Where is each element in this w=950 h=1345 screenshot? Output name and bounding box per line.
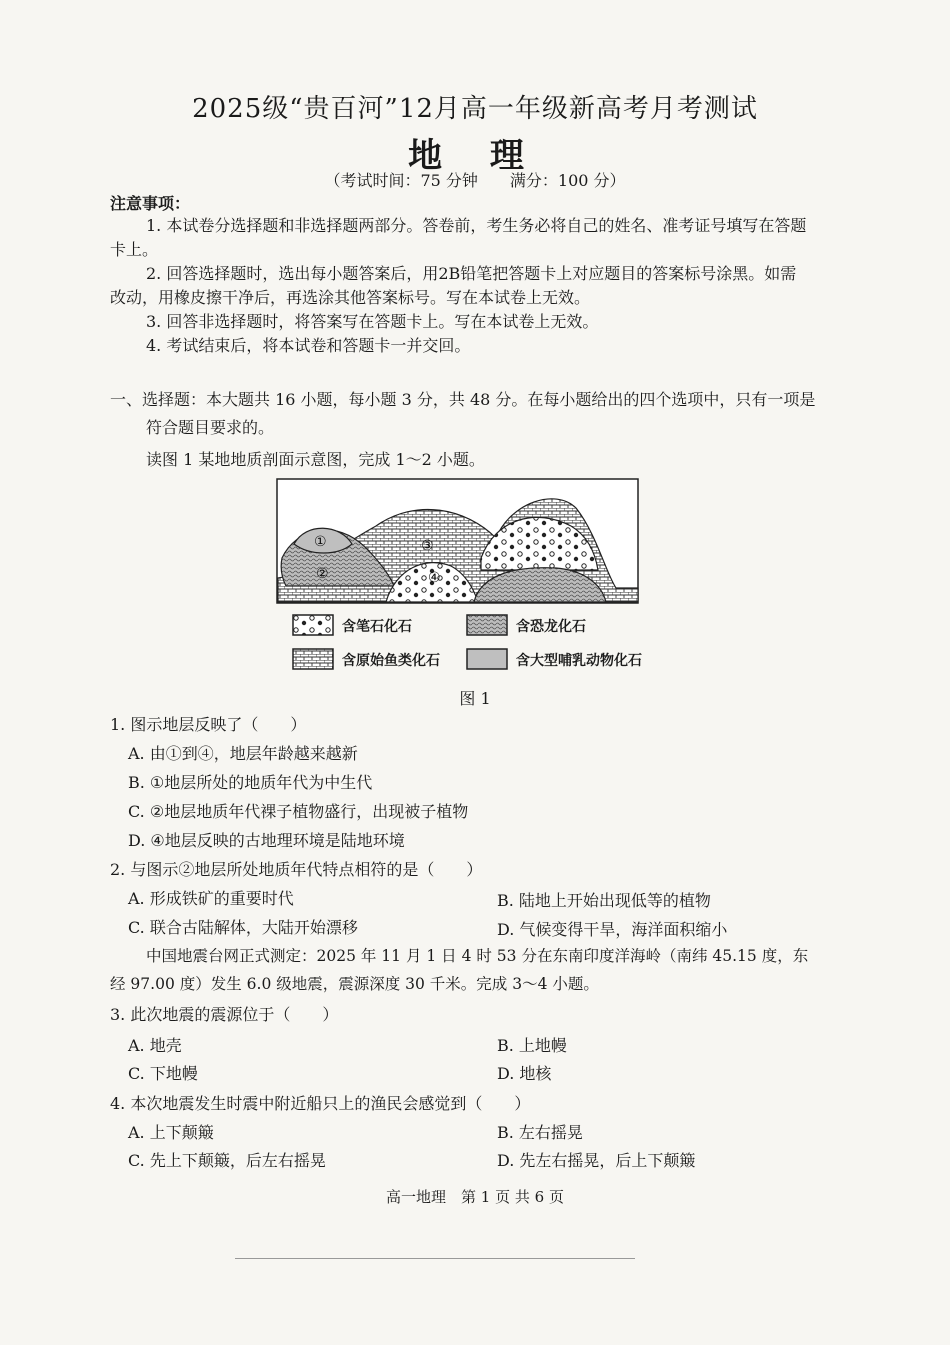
exam-info: （考试时间：75 分钟 满分：100 分） xyxy=(324,171,626,190)
q1-stem: 1. 图示地层反映了（ ） xyxy=(110,715,307,734)
notice-item-2: 2. 回答选择题时，选出每小题答案后，用2B铅笔把答题卡上对应题目的答案标号涂黑。如需 xyxy=(146,264,797,283)
q1-option-d: D. ④地层反映的古地理环境是陆地环境 xyxy=(128,831,405,850)
page-footer: 高一地理 第 1 页 共 6 页 xyxy=(386,1188,564,1206)
label-3: ③ xyxy=(421,538,434,554)
legend-swatch-fish xyxy=(292,648,334,670)
section1-heading-cont: 符合题目要求的。 xyxy=(146,418,275,437)
legend-label-dinosaur: 含恐龙化石 xyxy=(516,619,586,635)
legend-label-graptolite: 含笔石化石 xyxy=(342,619,412,635)
legend-label-fish: 含原始鱼类化石 xyxy=(342,653,440,669)
q3-stem: 3. 此次地震的震源位于（ ） xyxy=(110,1005,339,1024)
figure-legend xyxy=(276,612,656,676)
passage-earthquake-cont: 经 97.00 度）发生 6.0 级地震，震源深度 30 千米。完成 3～4 小题。 xyxy=(110,975,599,993)
notice-item-1: 1. 本试卷分选择题和非选择题两部分。答卷前，考生务必将自己的姓名、准考证号填写在答题 xyxy=(146,216,807,235)
q4-stem: 4. 本次地震发生时震中附近船只上的渔民会感觉到（ ） xyxy=(110,1094,531,1113)
q3-option-c: C. 下地幔 xyxy=(128,1064,198,1083)
geologic-section-figure xyxy=(276,478,642,669)
q1-option-a: A. 由①到④，地层年龄越来越新 xyxy=(128,744,358,763)
q4-option-c: C. 先上下颠簸，后左右摇晃 xyxy=(128,1151,326,1170)
legend-swatch-dinosaur xyxy=(466,614,508,636)
q4-option-b: B. 左右摇晃 xyxy=(497,1123,583,1142)
q2-option-a: A. 形成铁矿的重要时代 xyxy=(128,889,294,908)
q3-option-d: D. 地核 xyxy=(497,1064,552,1083)
footer-divider xyxy=(235,1258,635,1259)
q3-option-b: B. 上地幔 xyxy=(497,1036,567,1055)
notice-item-2-cont: 改动，用橡皮擦干净后，再选涂其他答案标号。写在本试卷上无效。 xyxy=(110,288,591,307)
q2-option-d: D. 气候变得干旱，海洋面积缩小 xyxy=(497,920,728,939)
section1-heading: 一、选择题：本大题共 16 小题，每小题 3 分，共 48 分。在每小题给出的四个选项中，只有一项是 xyxy=(110,390,816,409)
label-1: ① xyxy=(314,534,327,550)
section-diagram xyxy=(276,478,640,606)
figure-intro: 读图 1 某地地质剖面示意图，完成 1～2 小题。 xyxy=(146,450,485,469)
q2-option-c: C. 联合古陆解体，大陆开始漂移 xyxy=(128,918,358,937)
legend-swatch-mammal xyxy=(466,648,508,670)
notice-item-4: 4. 考试结束后，将本试卷和答题卡一并交回。 xyxy=(146,336,471,355)
notice-item-1-cont: 卡上。 xyxy=(110,240,159,259)
passage-earthquake: 中国地震台网正式测定：2025 年 11 月 1 日 4 时 53 分在东南印度洋海岭（南纬 45.15 度，东 xyxy=(146,947,809,965)
q1-option-b: B. ①地层所处的地质年代为中生代 xyxy=(128,773,373,792)
label-2: ② xyxy=(316,566,329,582)
q4-option-d: D. 先左右摇晃，后上下颠簸 xyxy=(497,1151,696,1170)
legend-label-mammal: 含大型哺乳动物化石 xyxy=(516,653,642,669)
label-4: ④ xyxy=(428,570,441,586)
q2-option-b: B. 陆地上开始出现低等的植物 xyxy=(497,891,711,910)
q1-option-c: C. ②地层地质年代裸子植物盛行，出现被子植物 xyxy=(128,802,469,821)
exam-title: 2025级“贵百河”12月高一年级新高考月考测试 xyxy=(192,94,758,124)
figure-caption: 图 1 xyxy=(459,689,491,708)
notice-heading: 注意事项： xyxy=(110,194,191,213)
notice-item-3: 3. 回答非选择题时，将答案写在答题卡上。写在本试卷上无效。 xyxy=(146,312,599,331)
subject-title: 地 理 xyxy=(408,136,542,176)
q2-stem: 2. 与图示②地层所处地质年代特点相符的是（ ） xyxy=(110,860,483,879)
q4-option-a: A. 上下颠簸 xyxy=(128,1123,214,1142)
q3-option-a: A. 地壳 xyxy=(128,1036,182,1055)
legend-swatch-graptolite xyxy=(292,614,334,636)
